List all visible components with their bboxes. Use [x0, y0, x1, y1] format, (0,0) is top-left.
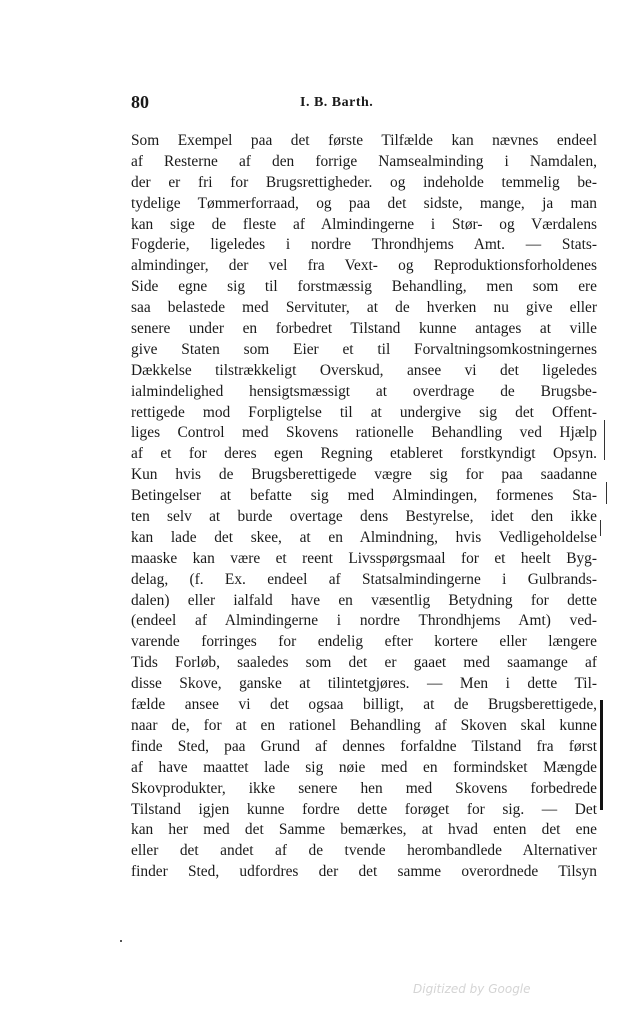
- text-line: rettigede mod Forpligtelse til at undergive sig det Offent-: [131, 403, 597, 421]
- text-line: af et for deres egen Regning etableret forstkyndigt Opsyn.: [131, 445, 597, 463]
- text-line: ialmindelighed hensigtsmæssigt at overdrage de Brugsbe-: [131, 382, 597, 400]
- text-line: Betingelser at befatte sig med Almindingen, formenes Sta-: [131, 487, 597, 505]
- text-line: Fogderie, ligeledes i nordre Throndhjems Amt. — Stats-: [131, 236, 597, 254]
- text-line: delag, (f. Ex. endeel af Statsalmindingerne i Gulbrands-: [131, 570, 597, 588]
- text-line: Dækkelse tilstrækkeligt Overskud, ansee vi det ligeledes: [131, 361, 597, 379]
- margin-mark: [120, 940, 122, 942]
- text-line: (endeel af Almindingerne i nordre Throndhjems Amt) ved-: [131, 612, 597, 630]
- text-line: eller det andet af de tvende herombandlede Alternativer: [131, 842, 597, 860]
- text-line: liges Control med Skovens rationelle Behandling ved Hjælp: [131, 424, 597, 442]
- text-line: finder Sted, udfordres der det samme overordnede Tilsyn: [131, 863, 597, 881]
- text-line: naar de, for at en rationel Behandling af Skoven skal kunne: [131, 716, 597, 734]
- text-line: Skovprodukter, ikke senere hen med Skovens forbedrede: [131, 779, 597, 797]
- text-line: kan her med det Samme bemærkes, at hvad enten det ene: [131, 821, 597, 839]
- text-line: tydelige Tømmerforraad, og paa det sidste, mange, ja man: [131, 194, 597, 212]
- text-line: almindinger, der vel fra Vext- og Reproduktionsforholdenes: [131, 257, 597, 275]
- text-line: kan lade det skee, at en Almindning, hvis Vedligeholdelse: [131, 528, 597, 546]
- page-number: 80: [131, 92, 149, 112]
- text-line: ten selv at burde overtage dens Bestyrelse, idet den ikke: [131, 508, 597, 526]
- text-line: finde Sted, paa Grund af dennes forfaldne Tilstand fra først: [131, 737, 597, 755]
- text-line: senere under en forbedret Tilstand kunne antages at ville: [131, 320, 597, 338]
- margin-mark: [600, 520, 601, 536]
- margin-mark: [604, 420, 605, 460]
- text-line: give Staten som Eier et til Forvaltningsomkostningernes: [131, 340, 597, 358]
- margin-mark: [600, 700, 603, 810]
- text-line: Tids Forløb, saaledes som det er gaaet med saamange af: [131, 654, 597, 672]
- body-text: [131, 131, 597, 883]
- text-line: af Resterne af den forrige Namsealminding i Namdalen,: [131, 152, 597, 170]
- text-line: Kun hvis de Brugsberettigede vægre sig for paa saadanne: [131, 466, 597, 484]
- text-line: Tilstand igjen kunne fordre dette forøget for sig. — Det: [131, 800, 597, 818]
- text-line: Som Exempel paa det første Tilfælde kan nævnes endeel: [131, 132, 597, 149]
- text-line: fælde ansee vi det ogsaa billigt, at de Brugsberettigede,: [131, 696, 597, 714]
- watermark: Digitized by Google: [413, 982, 531, 996]
- text-line: disse Skove, ganske at tilintetgjøres. — Men i dette Til-: [131, 675, 597, 693]
- text-line: maaske kan være et reent Livsspørgsmaal for et heelt Byg-: [131, 549, 597, 567]
- text-line: Side egne sig til forstmæssig Behandling, men som ere: [131, 278, 597, 296]
- margin-mark: [606, 482, 607, 504]
- text-line: saa belastede med Servituter, at de hverken nu give eller: [131, 299, 597, 317]
- running-head: I. B. Barth.: [300, 95, 374, 110]
- text-line: af have maattet lade sig nøie med en formindsket Mængde: [131, 758, 597, 776]
- text-line: der er fri for Brugsrettigheder. og indeholde temmelig be-: [131, 173, 597, 191]
- text-line: dalen) eller ialfald have en væsentlig Betydning for dette: [131, 591, 597, 609]
- text-line: varende forringes for endelig efter kortere eller længere: [131, 633, 597, 651]
- text-line: kan sige de fleste af Almindingerne i Stør- og Værdalens: [131, 215, 597, 233]
